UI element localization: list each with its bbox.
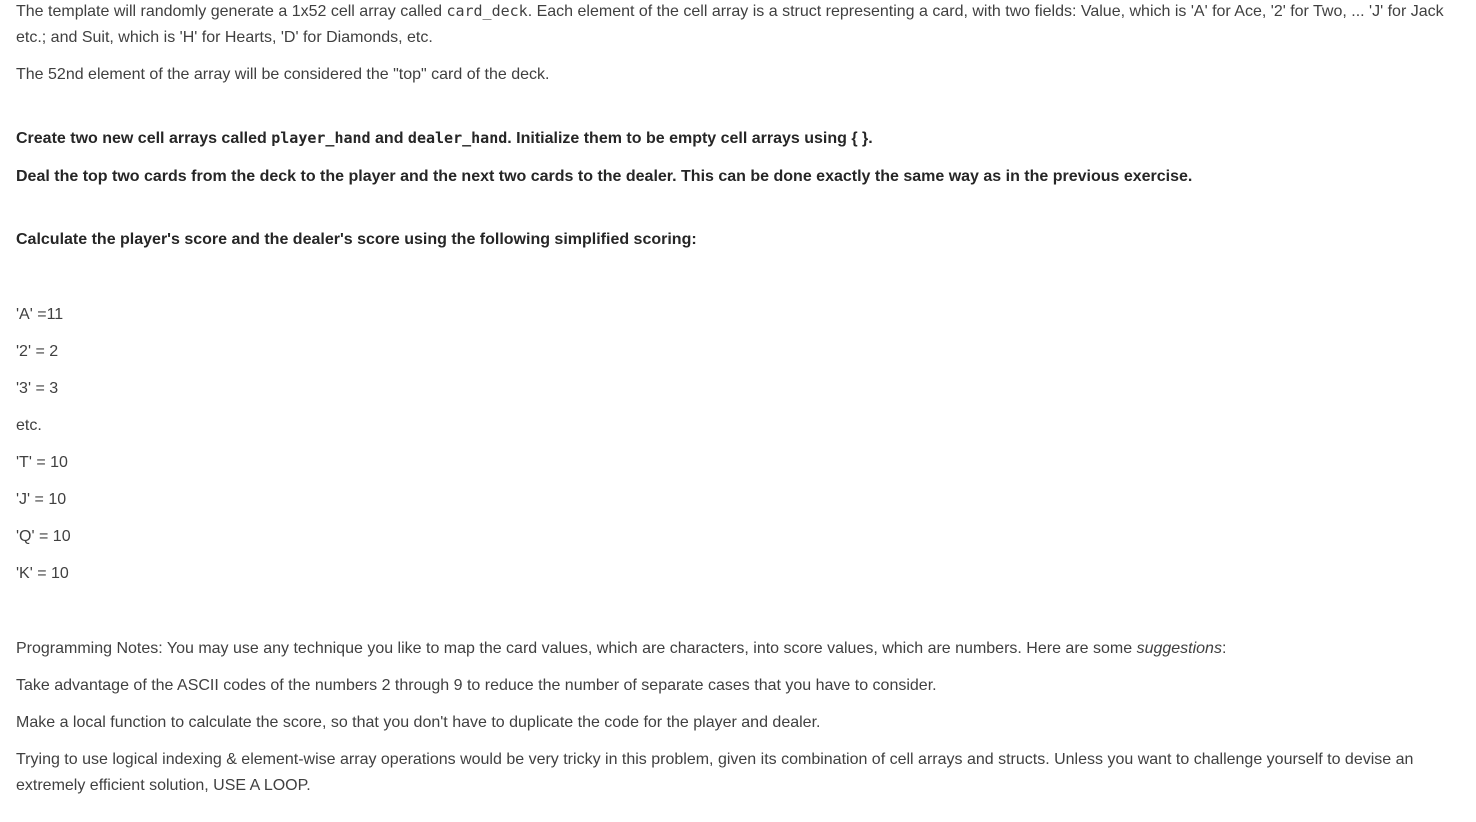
scoring-list <box>16 302 1472 587</box>
dealer-hand-code: dealer_hand <box>407 129 508 147</box>
deal-paragraph: Deal the top two cards from the deck to the player and the next two cards to the dealer. This can be done exactly the same way as in the previous exercise. <box>16 168 1193 185</box>
score-king: 'K' = 10 <box>16 565 69 582</box>
create-text-2: and <box>370 130 408 147</box>
create-text-1: Create two new cell arrays called <box>16 130 272 147</box>
create-arrays-paragraph <box>16 125 1472 152</box>
score-ace: 'A' =11 <box>16 306 64 323</box>
calculate-paragraph: Calculate the player's score and the dealer's score using the following simplified scoring: <box>16 231 697 248</box>
intro-text-1: The template will randomly generate a 1x52 cell array called <box>16 3 447 20</box>
create-text-3: . Initialize them to be empty cell arrays using { }. <box>507 130 873 147</box>
ascii-note: Take advantage of the ASCII codes of the numbers 2 through 9 to reduce the number of separate cases that you have to consider. <box>16 677 937 694</box>
intro-text-2: . Each element of the cell array is a struct representing a card, with two fields: Value, which is 'A' for Ace, '2' for Two, ... 'J' for Jack etc.; and Suit, which is 'H' for Hearts, 'D' for Diamonds, etc. <box>16 3 1444 46</box>
suggestions-emphasis: suggestions <box>1136 640 1222 657</box>
score-etc: etc. <box>16 417 42 434</box>
score-ten: 'T' = 10 <box>16 454 68 471</box>
instructions-content <box>16 0 1472 799</box>
score-two: '2' = 2 <box>16 343 59 360</box>
local-function-note: Make a local function to calculate the score, so that you don't have to duplicate the code for the player and dealer. <box>16 714 821 731</box>
notes-text-2: : <box>1221 640 1227 657</box>
notes-text-1: Programming Notes: You may use any technique you like to map the card values, which are characters, into score values, which are numbers. Here are some <box>16 640 1137 657</box>
score-three: '3' = 3 <box>16 380 59 397</box>
player-hand-code: player_hand <box>271 129 371 147</box>
card-deck-code: card_deck <box>446 2 528 20</box>
loop-note: Trying to use logical indexing & element-wise array operations would be very tricky in this problem, given its combination of cell arrays and structs. Unless you want to challenge yourself to devise an extremely efficient solution, USE A LOOP. <box>16 751 1414 794</box>
top-card-paragraph: The 52nd element of the array will be considered the "top" card of the deck. <box>16 66 550 83</box>
score-queen: 'Q' = 10 <box>16 528 71 545</box>
intro-paragraph <box>16 0 1472 51</box>
score-jack: 'J' = 10 <box>16 491 67 508</box>
programming-notes-paragraph <box>16 636 1472 662</box>
